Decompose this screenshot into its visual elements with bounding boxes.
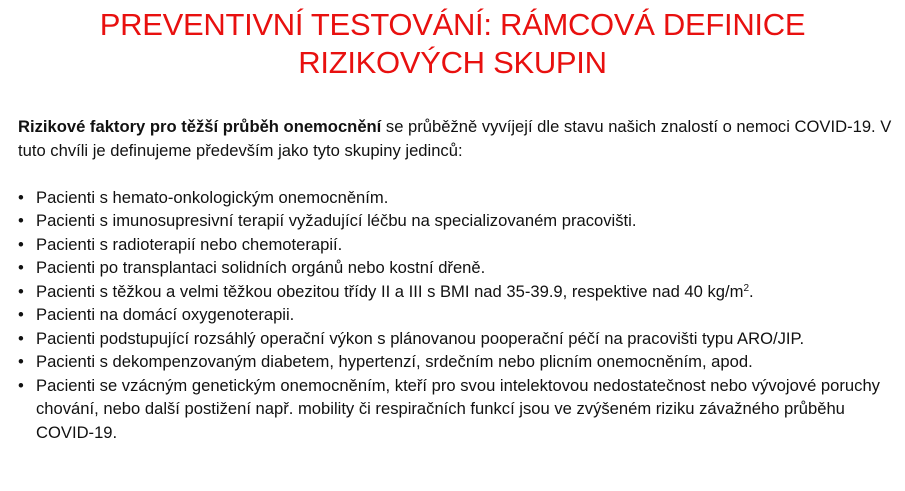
list-item-suffix: . xyxy=(749,281,754,301)
intro-text: se průběžně vyvíjejí dle stavu našich znalostí o nemoci COVID-19. V tuto chvíli je definujeme především jako tyto skupiny jedinců: xyxy=(18,117,892,160)
intro-paragraph xyxy=(18,115,898,162)
list-item xyxy=(18,280,898,304)
risk-group-list xyxy=(18,186,898,445)
bullet-icon: • xyxy=(18,281,24,301)
bullet-icon: • xyxy=(18,375,24,395)
superscript-two: 2 xyxy=(743,282,750,294)
list-item xyxy=(18,327,898,351)
list-item xyxy=(18,374,898,445)
list-item xyxy=(18,186,898,210)
title-line-2: RIZIKOVÝCH SKUPIN xyxy=(298,45,607,80)
bullet-icon: • xyxy=(18,352,24,371)
list-item-text: Pacienti podstupující rozsáhlý operační výkon s plánovanou pooperační péčí na pracovišti typu ARO/JIP. xyxy=(36,328,805,348)
list-item-text: Pacienti po transplantaci solidních orgánů nebo kostní dřeně. xyxy=(36,258,486,277)
list-item-text: Pacienti s těžkou a velmi těžkou obezitou třídy II a III s BMI nad 35-39.9, respektive nad 40 kg/m xyxy=(36,281,744,301)
list-item-text: Pacienti s dekompenzovaným diabetem, hypertenzí, srdečním nebo plicním onemocněním, apod. xyxy=(36,352,753,371)
page-title xyxy=(0,6,905,82)
intro-bold-text: Rizikové faktory pro těžší průběh onemocnění xyxy=(18,117,382,136)
bullet-icon: • xyxy=(18,187,24,207)
list-item xyxy=(18,350,898,374)
list-item-text: Pacienti s imunosupresivní terapií vyžadující léčbu na specializovaném pracovišti. xyxy=(36,211,637,230)
list-item-text: Pacienti se vzácným genetickým onemocněním, kteří pro svou intelektovou nedostatečnost nebo vývojové poruchy chování, nebo další postižení např. mobility či respiračních funkcí jsou ve zvýšeném riziku závažného průběhu COVID-19. xyxy=(36,375,880,442)
list-item xyxy=(18,303,898,327)
list-item xyxy=(18,256,898,280)
bullet-icon: • xyxy=(18,328,24,348)
bullet-icon: • xyxy=(18,305,24,324)
list-item xyxy=(18,209,898,233)
bullet-icon: • xyxy=(18,211,24,230)
list-item-text: Pacienti s radioterapií nebo chemoterapií. xyxy=(36,234,343,254)
bullet-icon: • xyxy=(18,258,24,277)
list-item-text: Pacienti na domácí oxygenoterapii. xyxy=(36,305,295,324)
content-body xyxy=(18,115,898,444)
list-item xyxy=(18,233,898,257)
list-item-text: Pacienti s hemato-onkologickým onemocněním. xyxy=(36,187,389,207)
title-line-1: PREVENTIVNÍ TESTOVÁNÍ: RÁMCOVÁ DEFINICE xyxy=(99,7,806,42)
bullet-icon: • xyxy=(18,234,24,254)
